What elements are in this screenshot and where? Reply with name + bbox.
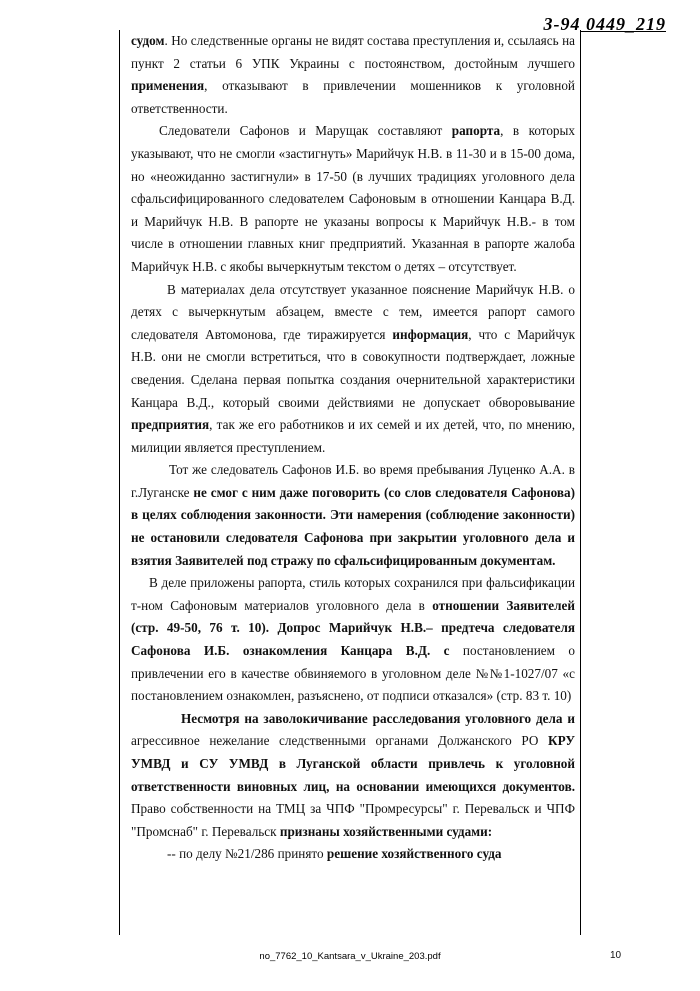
text-run: . Но следственные органы не видят состава преступления и, ссылаясь на пункт 2 статьи 6 УПК Украины с постоянством, достойным лучшего <box>131 33 575 71</box>
text-run: В деле приложены рапорта, стиль которых сохранился при фальсификации т-ном Сафоновым материалов уголовного дела в <box>131 575 575 613</box>
body-paragraph <box>131 572 575 708</box>
text-run: , так же его работников и их семей и их детей, что, по мнению, милиции является преступлением. <box>131 417 575 455</box>
text-run: , что с Марийчук Н.В. они не смогли встретиться, что в совокупности подтверждает, ложные сведения. Сделана первая попытка создания очернительной характеристики Канцара В.Д., который своими действиями не допускает обворовывание <box>131 326 575 410</box>
body-paragraph <box>131 459 575 572</box>
bold-text-run: судом <box>131 33 165 48</box>
body-paragraph <box>131 708 575 844</box>
text-run: Право собственности на ТМЦ за ЧПФ "Промресурсы" г. Перевальск и ЧПФ "Промснаб" г. Перевальск <box>131 801 575 839</box>
bold-text-run: не смог с ним даже поговорить (со слов следователя Сафонова) в целях соблюдения законности. Эти намерения (соблюдение законности) не остановили следователя Сафонова при закрытии уголовного дела и взятия Заявителей под стражу по сфальсифицированным документам. <box>131 484 576 568</box>
bold-text-run: рапорта <box>451 123 501 139</box>
bold-text-run: решение хозяйственного суда <box>326 846 502 862</box>
text-run: В материалах дела отсутствует указанное пояснение Марийчук Н.В. о детях с вычеркнутым абзацем, вместе с тем, имеется рапорт самого следователя Автомонова, где тиражируется <box>131 281 575 342</box>
text-run: постановлением о привлечении его в качестве обвиняемого в уголовном деле №№1-1027/07 «с постановлением ознакомлен, разъяснено, от подписи отказался» (стр. 83 т. 10) <box>131 643 576 704</box>
text-run: -- по делу №21/286 принято <box>167 846 327 862</box>
body-paragraph <box>131 30 575 120</box>
text-run: Следователи Сафонов и Марущак составляют <box>159 123 452 139</box>
body-paragraph <box>131 843 575 866</box>
bold-text-run: признаны хозяйственными судами: <box>279 823 493 839</box>
footer-filename: no_7762_10_Kantsara_v_Ukraine_203.pdf <box>259 951 441 962</box>
bold-text-run: КРУ УМВД и СУ УМВД в Луганской области привлечь к уголовной ответственности виновных лиц, на основании имеющихся документов. <box>131 733 575 794</box>
text-run: Тот же следователь Сафонов И.Б. во время пребывания Луценко А.А. в г.Луганске <box>131 462 575 500</box>
text-run: , в которых указывают, что не смогли «застигнуть» Марийчук Н.В. в 11-30 и в 15-00 дома, но «неожиданно застигнули» в 17-50 (в лучших традициях уголовного дела сфальсифицированного следователем Сафоновым в отношении Канцара В.Д. и Марийчук Н.В. В рапорте не указаны вопросы к Марийчук Н.В.- в том числе в отношении главных книг предприятий. Указанная в рапорте жалоба Марийчук Н.В. с якобы вычеркнутым текстом о детях – отсутствует. <box>131 123 575 274</box>
bold-text-run: применения <box>131 78 205 94</box>
case-stamp-number: 0449_219 <box>586 14 666 34</box>
bold-text-run: предприятия <box>131 417 210 433</box>
bold-text-run: Несмотря на заволокичивание расследования уголовного дела и <box>181 710 575 726</box>
page-number: 10 <box>610 950 622 961</box>
text-run: , отказывают в привлечении мошенников к уголовной ответственности. <box>131 78 575 116</box>
bold-text-run: отношении Заявителей (стр. 49-50, 76 т. 10). Допрос Марийчук Н.В.– предтеча следователя Сафонова И.Б. ознакомления Канцара В.Д. с <box>131 597 575 659</box>
text-run: агрессивное нежелание следственными органами Должанского РО <box>131 733 549 749</box>
body-paragraph <box>131 279 575 460</box>
body-paragraph <box>131 120 575 278</box>
document-body <box>119 30 581 935</box>
bold-text-run: информация <box>392 326 469 342</box>
case-stamp-prefix: 3-94 <box>543 14 581 34</box>
